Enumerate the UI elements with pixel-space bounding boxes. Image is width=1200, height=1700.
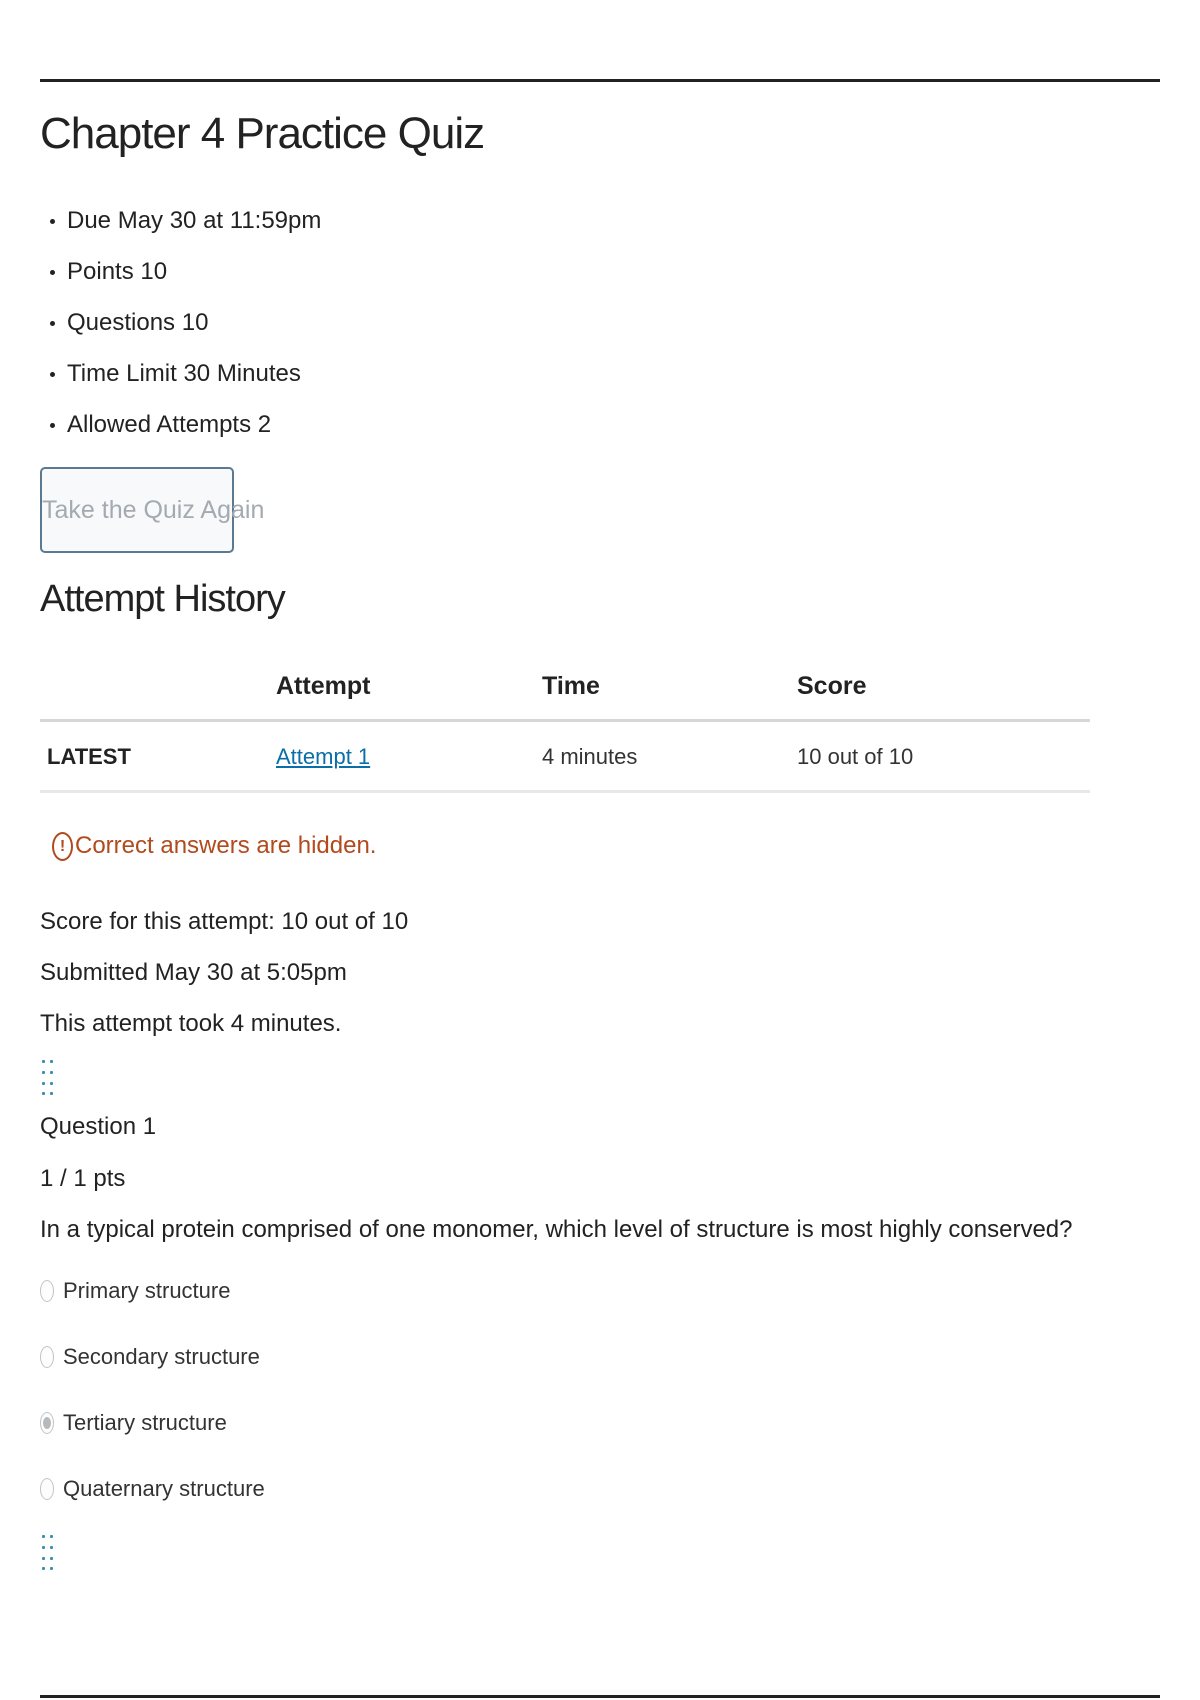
latest-label: LATEST [47, 744, 131, 769]
drag-handle-icon[interactable] [42, 1535, 54, 1575]
table-row [40, 722, 1090, 793]
question-points: 1 / 1 pts [40, 1165, 126, 1192]
detail-text: Due May 30 at 11:59pm [67, 207, 322, 234]
page-title: Chapter 4 Practice Quiz [40, 109, 485, 158]
answers-hidden-notice [52, 828, 376, 864]
header-score: Score [797, 672, 867, 700]
header-time: Time [542, 672, 600, 700]
detail-points [40, 249, 321, 300]
radio-selected-icon [40, 1412, 54, 1434]
question-title: Question 1 [40, 1113, 157, 1140]
detail-text: Allowed Attempts 2 [67, 411, 272, 438]
detail-text: Questions 10 [67, 309, 209, 336]
bullet-icon [50, 270, 55, 275]
bullet-icon [50, 219, 55, 224]
answer-list [40, 1273, 265, 1537]
take-quiz-again-button[interactable]: Take the Quiz Again [40, 467, 234, 553]
detail-allowed-attempts [40, 402, 321, 453]
bullet-icon [50, 372, 55, 377]
attempt-1-link[interactable]: Attempt 1 [276, 744, 371, 769]
bullet-icon [50, 423, 55, 428]
attempt-score: 10 out of 10 [797, 744, 914, 769]
detail-due [40, 198, 321, 249]
bottom-divider [40, 1695, 1160, 1698]
bullet-icon [50, 321, 55, 326]
radio-icon [40, 1346, 54, 1368]
answer-option [40, 1273, 265, 1339]
top-divider [40, 79, 1160, 82]
warning-circle-icon: ! [52, 832, 73, 861]
attempt-history-table [40, 660, 1090, 793]
radio-icon [40, 1280, 54, 1302]
drag-handle-icon[interactable] [42, 1060, 54, 1100]
answer-option [40, 1339, 265, 1405]
table-header-row [40, 660, 1090, 722]
detail-text: Time Limit 30 Minutes [67, 360, 301, 387]
radio-icon [40, 1478, 54, 1500]
submitted-time: Submitted May 30 at 5:05pm [40, 959, 347, 986]
notice-text: Correct answers are hidden. [75, 832, 377, 859]
detail-time-limit [40, 351, 321, 402]
answer-label: Quaternary structure [63, 1476, 265, 1501]
answer-option [40, 1405, 265, 1471]
answer-option [40, 1471, 265, 1537]
answer-label: Primary structure [63, 1278, 231, 1303]
detail-questions [40, 300, 321, 351]
attempt-score-summary: Score for this attempt: 10 out of 10 [40, 908, 409, 935]
attempt-time: 4 minutes [542, 744, 638, 769]
attempt-history-title: Attempt History [40, 578, 285, 620]
answer-label: Secondary structure [63, 1344, 260, 1369]
question-text: In a typical protein comprised of one monomer, which level of structure is most highly conserved? [40, 1216, 1073, 1243]
header-attempt: Attempt [276, 672, 371, 700]
detail-text: Points 10 [67, 258, 168, 285]
answer-label: Tertiary structure [63, 1410, 227, 1435]
quiz-details-list [40, 198, 321, 453]
attempt-duration: This attempt took 4 minutes. [40, 1010, 342, 1037]
